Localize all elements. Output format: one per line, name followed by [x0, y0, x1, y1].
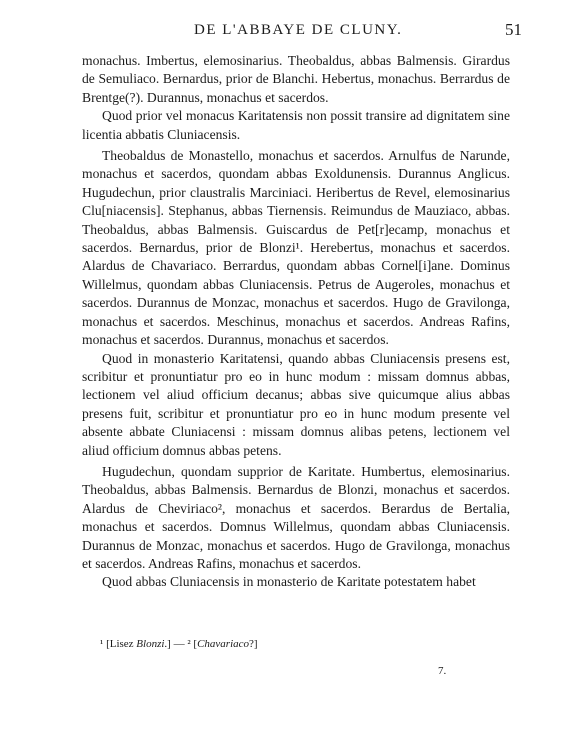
- body-text: [82, 52, 510, 592]
- running-title: DE L'ABBAYE DE CLUNY.: [194, 22, 403, 38]
- footnote-2-suffix: ?]: [249, 638, 258, 650]
- page-number: 51: [505, 20, 522, 39]
- page-header: [82, 22, 522, 44]
- paragraph-1: monachus. Imbertus, elemosinarius. Theobaldus, abbas Balmensis. Girardus de Semuliaco. Bernardus, prior de Blanchi. Hebertus, monachus. Berrardus de Brentge(?). Durannus, monachus et sacerdos.: [82, 53, 510, 105]
- paragraph-3: Theobaldus de Monastello, monachus et sacerdos. Arnulfus de Narunde, monachus et sacerdos, quondam abbas Exoldunensis. Durannus Anglicus. Hugudechun, prior claustralis Marciniaci. Heribertus de Revel, elemosinarius Clu[niacensis]. Stephanus, abbas Tiernensis. Reimundus de Mauziaco, abbas. Theobaldus, abbas Balmensis. Guiscardus de Pet[r]ecamp, monachus et sacerdos. Bernardus, prior de Blonzi¹. Herebertus, monachus et sacerdos. Alardus de Chavariaco. Berrardus, quondam abbas Cornel[i]ane. Dominus Willelmus, quondam abbas Cluniacensis. Petrus de Augeroles, monachus et sacerdos. Durannus de Monzac, monachus et sacerdos. Hugo de Gravilonga, monachus et sacerdos. Meschinus, monachus et sacerdos. Andreas Rafins, monachus et sacerdos. Durannus, monachus et sacerdos.: [82, 148, 510, 348]
- footnote-1-suffix: .] —: [164, 638, 185, 650]
- footnote-2-italic: Chavariaco: [197, 638, 250, 650]
- footnotes: [100, 637, 520, 651]
- footnote-mark-1: ¹: [100, 638, 104, 650]
- footnote-mark-2: ²: [187, 638, 191, 650]
- footnote-2-prefix: [: [193, 638, 198, 650]
- footnote-1-italic: Blonzi: [136, 638, 165, 650]
- paragraph-5: Hugudechun, quondam supprior de Karitate. Humbertus, elemosinarius. Theobaldus, abbas Balmensis. Bernardus de Blonzi, monachus et sacerdos. Alardus de Cheviriaco², monachus et sacerdos. Berardus de Bertalia, monachus et sacerdos. Domnus Willelmus, quondam abbas Cluniacensis. Durannus de Monzac, monachus et sacerdos. Hugo de Gravilonga, monachus et sacerdos. Andreas Rafins, monachus et sacerdos.: [82, 463, 510, 571]
- paragraph-2: Quod prior vel monacus Karitatensis non possit transire ad dignitatem sine licentia abbatis Cluniacensis.: [82, 108, 510, 142]
- footnote-1-prefix: [Lisez: [106, 638, 137, 650]
- paragraph-4: Quod in monasterio Karitatensi, quando abbas Cluniacensis presens est, scribitur et pronuntiatur pro eo in hunc modum : missam domnus abbas, lectionem vel aliud officium decanus; abbas sive quicumque alius abbas presens fuit, scribitur et pronuntiatur pro eo in hunc modum presente vel absente abbate Cluniacensi : missam domnus alibas petens, lectionem vel aliud officium domnus abbas petens.: [82, 350, 510, 458]
- signature-mark: 7.: [438, 665, 447, 677]
- paragraph-6: Quod abbas Cluniacensis in monasterio de Karitate potestatem habet: [102, 574, 476, 590]
